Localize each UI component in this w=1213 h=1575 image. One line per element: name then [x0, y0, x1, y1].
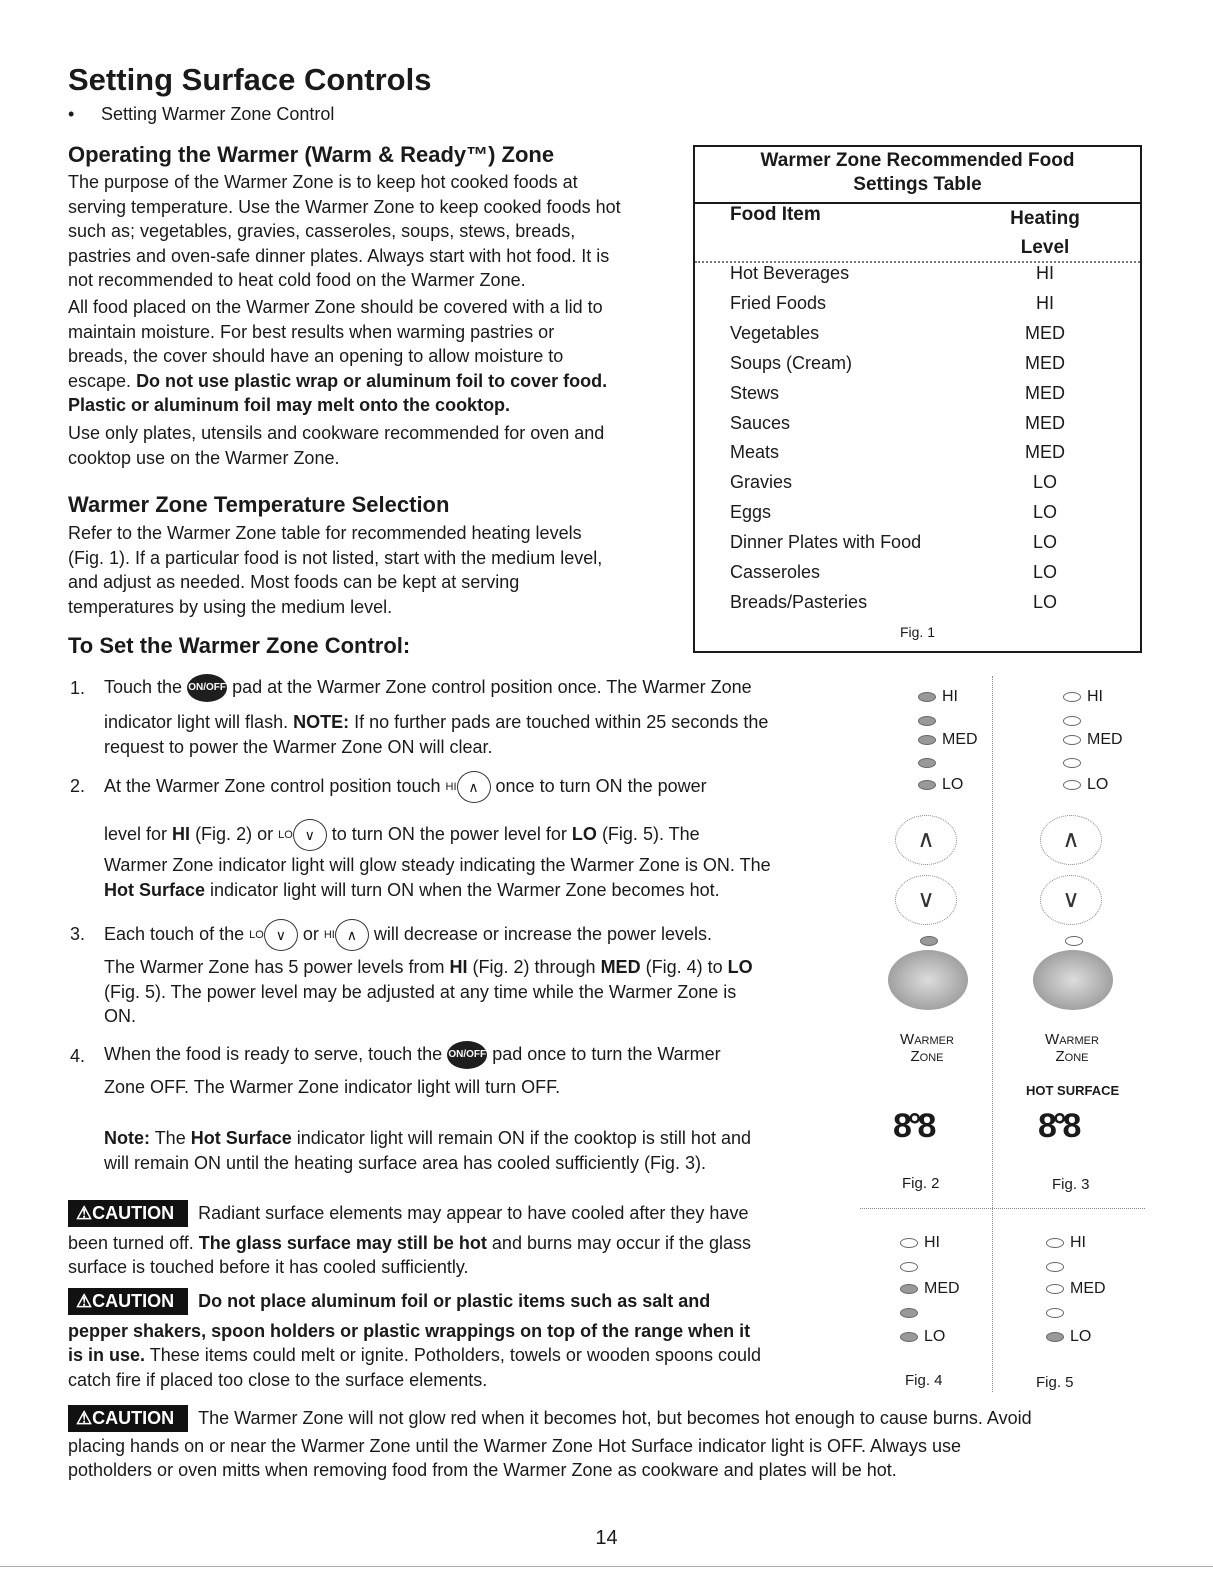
- table-cell-food: Meats: [730, 442, 780, 463]
- table-row: [730, 293, 1120, 323]
- fig3-up-arrow-icon: ∧: [1040, 815, 1102, 865]
- fig4-level-med: MED: [900, 1280, 960, 1298]
- table-cell-food: Gravies: [730, 472, 793, 493]
- fig2-level-lo: LO: [918, 776, 963, 794]
- table-cell-level: HI: [1036, 292, 1054, 313]
- caution-1: ⚠CAUTION Radiant surface elements may appear to have cooled after they have been turned off. The glass surface may still be hot and burns may occur if the glass surface is touched before it has cooled sufficiently.: [68, 1200, 828, 1280]
- fig2-caption: Fig. 2: [902, 1175, 940, 1192]
- section2-paragraph: Refer to the Warmer Zone table for recommended heating levels (Fig. 1). If a particular food is not listed, start with the medium level, and adjust as needed. Most foods can be kept at serving temperatures by using the medium level.: [68, 523, 603, 617]
- table-cell-food: Fried Foods: [730, 292, 827, 313]
- step-number: 1.: [70, 678, 86, 698]
- fig2-down-arrow-icon: ∨: [895, 875, 957, 925]
- table-row: [730, 532, 1120, 562]
- table-cell-level: MED: [1025, 442, 1065, 463]
- step-2: At the Warmer Zone control position touch HI ∧ once to turn ON the power level for HI (Fig. 2) or LO ∨ to turn ON the power level for LO (Fig. 5). The Warmer Zone indicator light will glow steady indicating the Warmer Zone is ON. The Hot Surface indicator light will turn ON when the Warmer Zone becomes hot.: [104, 771, 771, 902]
- section-heading-set-control: To Set the Warmer Zone Control:: [68, 633, 411, 658]
- table-cell-food: Eggs: [730, 502, 772, 523]
- down-arrow-icon: ∨: [264, 919, 298, 951]
- table-cell-food: Dinner Plates with Food: [730, 532, 922, 553]
- up-arrow-icon: ∧: [457, 771, 491, 803]
- fig5-caption: Fig. 5: [1036, 1374, 1074, 1391]
- table-header-food: Food Item: [730, 204, 821, 225]
- table-title: Warmer Zone Recommended Food Settings Table: [760, 150, 1075, 195]
- fig4-level-hi: HI: [900, 1234, 940, 1252]
- table-row: [730, 502, 1120, 532]
- table-cell-level: MED: [1025, 412, 1065, 433]
- table-row: [730, 263, 1120, 293]
- section1-paragraph-3: Use only plates, utensils and cookware recommended for oven and cooktop use on the Warmer Zone.: [68, 423, 605, 468]
- food-settings-table: [693, 145, 1142, 653]
- onoff-pad-icon: ON/OFF: [447, 1041, 487, 1069]
- table-cell-level: LO: [1032, 472, 1057, 493]
- table-row: [730, 562, 1120, 592]
- fig3-level-hi: HI: [1063, 688, 1103, 706]
- fig3-warmer-zone-label: Warmer Zone: [1045, 1031, 1099, 1065]
- table-cell-level: MED: [1025, 352, 1065, 373]
- table-cell-level: LO: [1032, 532, 1057, 553]
- fig3-caption: Fig. 3: [1052, 1176, 1090, 1193]
- step-number: 2.: [70, 776, 86, 796]
- caution-3: ⚠CAUTION The Warmer Zone will not glow red when it becomes hot, but becomes hot enough to cause burns. Avoid placing hands on or near the Warmer Zone until the Warmer Zone Hot Surface indicator light is OFF. Always use potholders or oven mitts when removing food from the Warmer Zone as cookware and plates will be hot.: [68, 1405, 1168, 1483]
- fig2-warmer-zone-icon: [888, 950, 968, 1010]
- table-header-level: Heating Level: [1010, 208, 1080, 258]
- fig3-level-med: MED: [1063, 731, 1123, 749]
- step-3: Each touch of the LO ∨ or HI ∧ will decrease or increase the power levels. The Warmer Zone has 5 power levels from HI (Fig. 2) through MED (Fig. 4) to LO (Fig. 5). The power level may be adjusted at any time while the Warmer Zone is ON.: [104, 919, 753, 1029]
- section1-paragraph-2: All food placed on the Warmer Zone should be covered with a lid to maintain moisture. For best results when warming pastries or breads, the cover should have an opening to allow moisture to escape. Do not use plastic wrap or aluminum foil to cover food. Plastic or aluminum foil may melt onto the cooktop.: [68, 297, 608, 415]
- table-cell-level: HI: [1036, 263, 1054, 283]
- fig5-level-lo: LO: [1046, 1328, 1091, 1346]
- fig5-level-med: MED: [1046, 1280, 1106, 1298]
- fig2-warmer-zone-label: Warmer Zone: [900, 1031, 954, 1065]
- fig3-hot-surface-label: HOT SURFACE: [1026, 1083, 1120, 1098]
- step-number: 3.: [70, 924, 86, 944]
- fig3-warmer-zone-icon: [1033, 950, 1113, 1010]
- table-cell-food: Casseroles: [730, 562, 821, 582]
- fig2-element-symbol-icon: 8°8: [893, 1107, 933, 1145]
- fig1-caption: Fig. 1: [899, 624, 935, 640]
- up-arrow-icon: ∧: [335, 919, 369, 951]
- fig3-element-symbol-icon: 8°8: [1038, 1107, 1078, 1145]
- table-cell-level: LO: [1032, 502, 1057, 523]
- table-cell-level: LO: [1032, 562, 1057, 582]
- section-heading-warmer: Operating the Warmer (Warm & Ready™) Zone: [68, 142, 555, 167]
- table-cell-food: Hot Beverages: [730, 263, 850, 283]
- table-row: [730, 353, 1120, 383]
- fig2-level-hi: HI: [918, 688, 958, 706]
- caution-2: ⚠CAUTION Do not place aluminum foil or plastic items such as salt and pepper shakers, spoon holders or plastic wrappings on top of the range when it is in use. These items could melt or ignite. Potholders, towels or wooden spoons could catch fire if placed too close to the surface elements.: [68, 1288, 838, 1392]
- table-row: [730, 472, 1120, 502]
- table-cell-food: Breads/Pasteries: [730, 591, 868, 612]
- table-cell-level: MED: [1025, 382, 1065, 403]
- page-number: 14: [595, 1527, 618, 1549]
- table-cell-food: Soups (Cream): [730, 352, 853, 373]
- table-row: [730, 413, 1120, 443]
- table-cell-food: Sauces: [730, 412, 791, 433]
- onoff-pad-icon: ON/OFF: [187, 674, 227, 702]
- caution-badge: ⚠CAUTION: [68, 1405, 188, 1432]
- table-row: [730, 442, 1120, 472]
- section-heading-temperature: Warmer Zone Temperature Selection: [68, 492, 450, 517]
- fig3-level-lo: LO: [1063, 776, 1108, 794]
- table-cell-level: MED: [1025, 322, 1065, 343]
- table-cell-food: Stews: [730, 382, 780, 403]
- step-1: Touch the ON/OFF pad at the Warmer Zone control position once. The Warmer Zone indicator light will flash. NOTE: If no further pads are touched within 25 seconds the request to power the Warmer Zone ON will clear.: [104, 674, 768, 759]
- step-number: 4.: [70, 1046, 86, 1066]
- fig2-level-med: MED: [918, 731, 978, 749]
- page-title: Setting Surface Controls: [68, 62, 432, 97]
- table-row: [730, 592, 1120, 622]
- fig4-level-lo: LO: [900, 1328, 945, 1346]
- down-arrow-icon: ∨: [293, 819, 327, 851]
- table-cell-food: Vegetables: [730, 322, 820, 343]
- caution-badge: ⚠CAUTION: [68, 1200, 188, 1227]
- fig4-caption: Fig. 4: [905, 1372, 943, 1389]
- table-cell-level: LO: [1032, 591, 1057, 612]
- table-row: [730, 323, 1120, 353]
- step-4: When the food is ready to serve, touch the ON/OFF pad once to turn the Warmer Zone OFF. The Warmer Zone indicator light will turn OFF.: [104, 1041, 721, 1100]
- fig3-down-arrow-icon: ∨: [1040, 875, 1102, 925]
- caution-badge: ⚠CAUTION: [68, 1288, 188, 1315]
- section1-paragraph-1: The purpose of the Warmer Zone is to keep hot cooked foods at serving temperature. Use the Warmer Zone to keep cooked foods hot such as; vegetables, gravies, casseroles, soups, stews, breads, pastries and oven-safe dinner plates. Always start with hot food. It is not recommended to heat cold food on the Warmer Zone.: [68, 172, 621, 290]
- note: Note: The Hot Surface indicator light will remain ON if the cooktop is still hot and will remain ON until the heating surface area has cooled sufficiently (Fig. 3).: [104, 1128, 751, 1173]
- table-row: [730, 383, 1120, 413]
- fig5-level-hi: HI: [1046, 1234, 1086, 1252]
- fig2-up-arrow-icon: ∧: [895, 815, 957, 865]
- bullet-item: • Setting Warmer Zone Control: [68, 104, 335, 124]
